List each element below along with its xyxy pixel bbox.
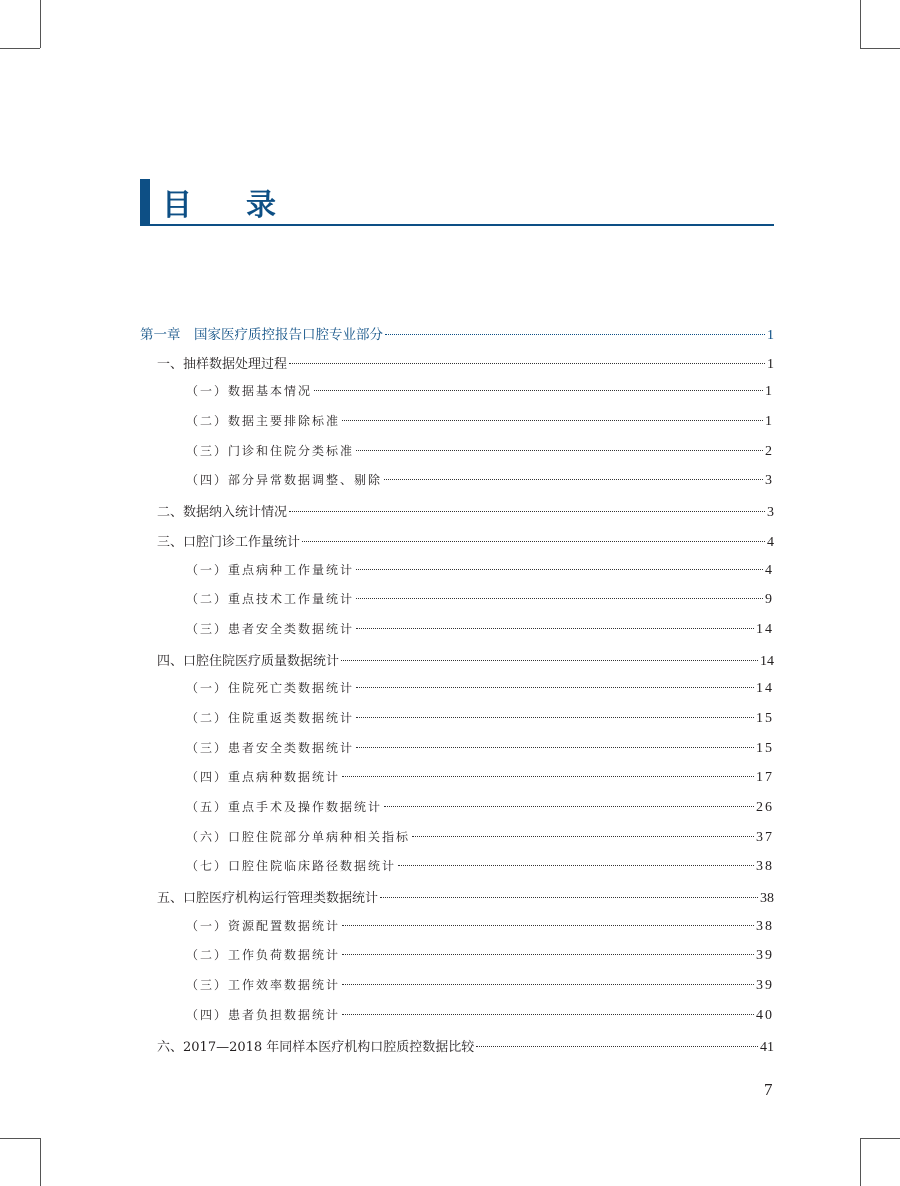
toc-entry-label: （七）口腔住院临床路径数据统计 [186,859,397,874]
toc-entry-page: 4 [765,562,774,578]
toc-entry-label: （二）工作负荷数据统计 [186,948,341,963]
toc-entry-page: 15 [756,740,774,756]
toc-entry-label: （六）口腔住院部分单病种相关指标 [186,829,411,844]
toc-entry-label: （一）数据基本情况 [186,384,313,399]
toc-entry-label: （五）重点手术及操作数据统计 [186,800,383,814]
crop-mark [860,1138,900,1139]
toc-entry[interactable] [140,887,774,917]
dot-leader [342,776,754,777]
toc-entry-page: 38 [756,859,774,875]
toc-entry-label: （一）重点病种工作量统计 [186,562,355,577]
toc-entry-page: 3 [765,473,774,489]
toc-entry[interactable] [140,650,774,680]
dot-leader [385,334,765,335]
toc-entry[interactable] [140,768,774,798]
title-rule [140,224,774,226]
title-accent-bar [140,179,150,225]
toc-entry[interactable] [140,382,774,412]
toc-entry-page: 38 [756,918,774,934]
toc-entry-page: 38 [760,891,774,907]
toc-entry[interactable] [140,442,774,472]
toc-entry-label: 三、口腔门诊工作量统计 [157,534,301,550]
toc-entry-label: （二）住院重返类数据统计 [186,710,355,725]
dot-leader [412,836,754,837]
dot-leader [384,806,754,807]
toc-entry-page: 4 [767,534,774,550]
dot-leader [341,660,758,661]
toc-entry-page: 2 [765,443,774,459]
dot-leader [384,479,763,480]
dot-leader [380,897,758,898]
table-of-contents [140,323,774,1065]
toc-entry-page: 26 [756,800,774,815]
title-char: 目 [162,188,192,223]
toc-entry-label: （三）门诊和住院分类标准 [186,443,355,458]
dot-leader [342,1014,754,1015]
toc-entry[interactable] [140,353,774,383]
dot-leader [356,717,754,718]
dot-leader [356,687,754,688]
toc-entry-label: （三）工作效率数据统计 [186,978,341,993]
toc-entry[interactable] [140,917,774,947]
toc-entry[interactable] [140,828,774,858]
toc-entry-page: 14 [760,653,774,669]
toc-entry[interactable] [140,798,774,828]
page-title [162,180,276,224]
crop-mark [40,1138,41,1186]
dot-leader [476,1046,758,1047]
toc-entry-page: 39 [756,978,774,994]
dot-leader [356,747,754,748]
toc-entry-page: 1 [767,356,774,372]
toc-entry-label: （一）资源配置数据统计 [186,918,341,933]
toc-entry-label: 一、抽样数据处理过程 [157,356,288,372]
toc-entry-label: （一）住院死亡类数据统计 [186,681,355,696]
dot-leader [302,541,765,542]
toc-entry-page: 41 [760,1039,774,1055]
toc-entry[interactable] [140,1036,774,1066]
crop-mark [0,1138,40,1139]
toc-entry-page: 14 [756,621,774,637]
crop-mark [0,48,40,49]
crop-mark [40,0,41,48]
toc-entry[interactable] [140,976,774,1006]
dot-leader [289,511,765,512]
toc-entry-label: （三）患者安全类数据统计 [186,740,355,755]
toc-entry[interactable] [140,709,774,739]
toc-entry-page: 17 [756,770,774,786]
toc-entry-page: 1 [767,328,774,343]
toc-entry-page: 1 [765,384,774,400]
toc-entry[interactable] [140,590,774,620]
toc-entry-label: 五、口腔医疗机构运行管理类数据统计 [157,891,379,907]
toc-entry[interactable] [140,946,774,976]
toc-entry-page: 1 [765,414,774,430]
dot-leader [356,598,763,599]
title-char: 录 [246,188,276,223]
toc-entry-label: 二、数据纳入统计情况 [157,505,288,521]
dot-leader [342,954,754,955]
toc-entry-page: 39 [756,948,774,964]
toc-entry-page: 9 [765,592,774,608]
toc-entry[interactable] [140,739,774,769]
dot-leader [398,865,754,866]
dot-leader [356,628,754,629]
toc-entry[interactable] [140,679,774,709]
crop-mark [860,1138,861,1186]
toc-entry-label: （二）重点技术工作量统计 [186,592,355,607]
toc-entry[interactable] [140,471,774,501]
toc-entry-page: 37 [756,829,774,845]
toc-entry-label: 六、2017—2018 年同样本医疗机构口腔质控数据比较 [157,1039,475,1055]
dot-leader [289,363,765,364]
toc-entry[interactable] [140,1006,774,1036]
toc-entry-page: 40 [756,1007,774,1023]
crop-mark [860,0,861,48]
crop-mark [860,48,900,49]
toc-entry[interactable] [140,501,774,531]
dot-leader [342,984,754,985]
toc-entry-label: （四）部分异常数据调整、剔除 [186,473,383,488]
toc-entry[interactable] [140,561,774,591]
toc-entry[interactable] [140,323,774,353]
toc-entry-page: 3 [767,505,774,521]
toc-entry-label: （二）数据主要排除标准 [186,414,341,429]
page-number: 7 [764,1080,773,1099]
dot-leader [356,450,763,451]
dot-leader [342,925,754,926]
toc-entry-page: 15 [756,710,774,726]
toc-entry[interactable] [140,412,774,442]
toc-entry-label: 第一章 国家医疗质控报告口腔专业部分 [140,327,383,343]
toc-entry-label: 四、口腔住院医疗质量数据统计 [157,653,340,669]
dot-leader [342,420,763,421]
dot-leader [356,569,763,570]
toc-entry-page: 14 [756,681,774,697]
toc-entry[interactable] [140,531,774,561]
toc-entry-label: （四）患者负担数据统计 [186,1007,341,1022]
dot-leader [314,390,763,391]
toc-entry-label: （四）重点病种数据统计 [186,770,341,785]
toc-entry-label: （三）患者安全类数据统计 [186,621,355,636]
toc-entry[interactable] [140,857,774,887]
toc-entry[interactable] [140,620,774,650]
